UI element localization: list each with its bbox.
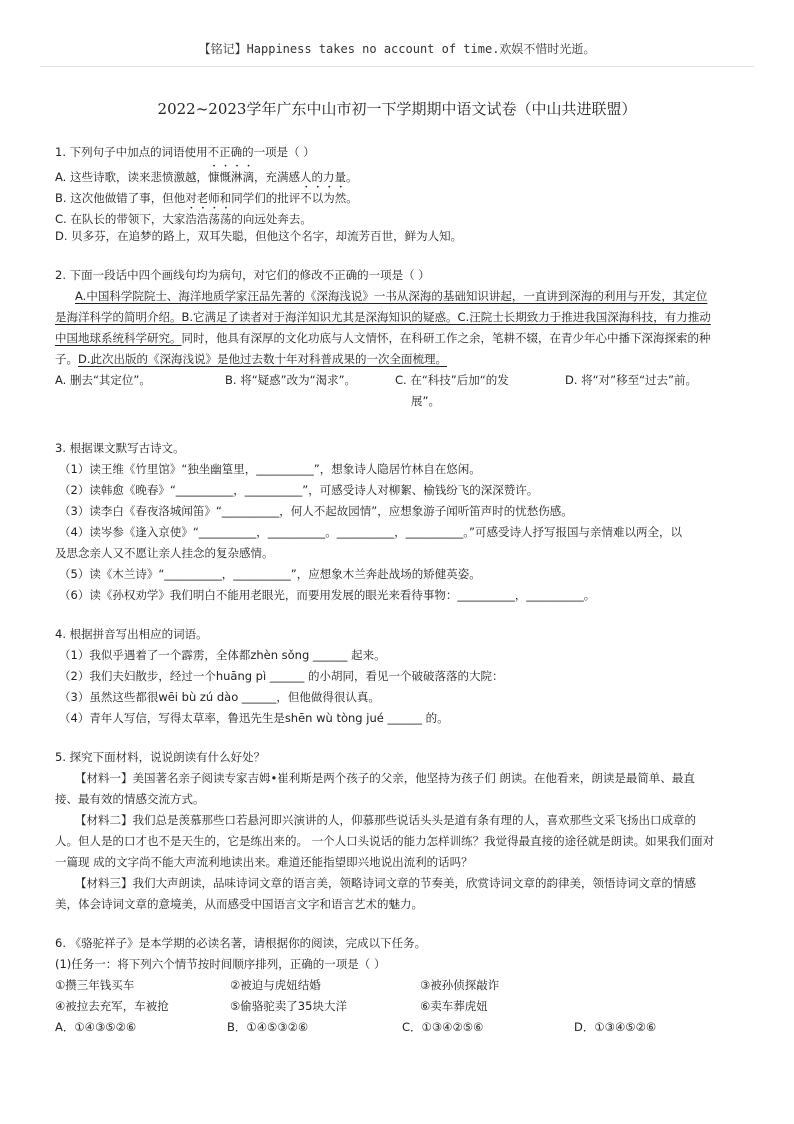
question-1-option-b (55, 184, 745, 205)
question-4 (55, 624, 745, 729)
question-2-passage-line (55, 286, 745, 307)
spacer (55, 915, 745, 933)
option-c-line-1: C. 在“科技”后加“的发 (395, 373, 509, 387)
underlined-sentence-a: 是海洋科学的简明介绍。 (55, 310, 182, 324)
question-1-stem: 1. 下列句子中加点的词语使用不正确的一项是（ ） (55, 145, 315, 159)
question-3-item: （4）读岑参《逢入京使》“__________，__________。__________，__________。”可感受诗人抒写报国与亲情难以两全，以 (59, 525, 682, 539)
option-text: 的向远处奔去。 (231, 212, 312, 226)
question-6-events-row-1 (55, 975, 745, 996)
question-6-options (55, 1017, 745, 1038)
page-title: 2022~2023学年广东中山市初一下学期期中语文试卷（中山共进联盟） (157, 100, 637, 118)
spacer (55, 412, 745, 438)
question-4-item: （3）虽然这些都很wēi bù zú dào ______，但他做得很认真。 (59, 690, 380, 704)
underlined-sentence-a: A.中国科学院院士、海洋地质学家汪品先著的《深海浅说》一书从深海的基础知识讲起，一直讲到深海的利用与开发，其定位 (75, 289, 708, 303)
question-3-item-continued: 及思念亲人又不愿让亲人挂念的复杂感情。 (55, 546, 274, 560)
question-2 (55, 265, 745, 412)
question-1-option-c (55, 205, 745, 226)
question-4-item: （2）我们夫妇散步，经过一个huāng pì ______ 的小胡同，看见一个破破落落的大院： (59, 669, 504, 683)
material-3-line: 【材料三】我们大声朗读，品味诗词文章的语言美，领略诗词文章的节奏美，欣赏诗词文章的韵律美，领悟诗词文章的情感 (75, 876, 696, 890)
question-2-options (55, 370, 745, 412)
question-2-option-a: A. 删去“其定位”。 (55, 373, 151, 387)
event-item: ⑤偷骆驼卖了35块大洋 (230, 999, 347, 1013)
question-6-option-b: B．①④⑤③②⑥ (227, 1020, 309, 1034)
question-6-task-1: (1)任务一：将下列六个情节按时间顺序排列，正确的一项是（ ） (55, 957, 386, 971)
passage-text: 同时，他具有深厚的文化功底与人文情怀，在科研工作之余，笔耕不辍，在青少年心中播下深海探索的种 (181, 331, 711, 345)
underlined-sentence-c: C.汪院士长期致力于推进我国深海科技，有力推动 (457, 310, 711, 324)
question-3-item: （3）读李白《春夜洛城闻笛》“__________，何人不起故园情”，应想象游子闻听笛声时的忧愁伤感。 (59, 504, 573, 518)
question-6-stem: 6. 《骆驼祥子》是本学期的必读名著，请根据你的阅读，完成以下任务。 (55, 936, 427, 950)
material-1-line: 【材料一】美国著名亲子阅读专家吉姆•崔利斯是两个孩子的父亲，他坚持为孩子们 朗读。在他看来，朗读是最简单、最直 (75, 771, 695, 785)
spacer (55, 247, 745, 265)
event-item: ②被迫与虎妞结婚 (230, 978, 321, 992)
dotted-phrase: 慷慨淋漓 (207, 170, 254, 184)
header-motto: 【铭记】Happiness takes no account of time.欢娱不惜时光逝。 (198, 42, 596, 56)
passage-text: 子。 (55, 352, 78, 366)
option-text: ，充满感人的力量。 (253, 170, 358, 184)
dotted-phrase: 不以为然 (300, 191, 347, 205)
exam-content (55, 142, 745, 1038)
material-3-line: 美，体会诗词文章的意境美，从而感受中国语言文字和语言艺术的魅力。 (55, 897, 423, 911)
spacer (55, 729, 745, 747)
event-item: ④被拉去充军，车被抢 (55, 999, 169, 1013)
question-2-passage-line (55, 328, 745, 349)
question-2-passage-line (55, 349, 745, 370)
spacer (55, 606, 745, 624)
material-2-line: 一篇现 成的文字尚不能大声流利地读出来。难道还能指望即兴地说出流利的话吗？ (55, 855, 473, 869)
question-3-item: （1）读王维《竹里馆》“独坐幽篁里，__________”，想象诗人隐居竹林自在悠闲。 (59, 462, 481, 476)
question-1-option-d: D. 贝多芬，在追梦的路上，双耳失聪，但他这个名字，却流芳百世，鲜为人知。 (55, 229, 463, 243)
question-3-item: （6）读《孙权劝学》我们明白不能用老眼光，而要用发展的眼光来看待事物：__________，__________。 (59, 588, 596, 602)
question-2-option-c (395, 370, 565, 412)
material-2-line: 【材料二】我们总是羡慕那些口若悬河即兴演讲的人，仰慕那些说话头头是道有条有理的人，喜欢那些文采飞扬出口成章的 (75, 813, 696, 827)
question-4-stem: 4. 根据拼音写出相应的词语。 (55, 627, 208, 641)
question-6-option-d: D．①③④⑤②⑥ (574, 1020, 657, 1034)
option-text: C. 在队长的带领下，大家 (55, 212, 186, 226)
question-6-option-c: C．①③④②⑤⑥ (402, 1020, 484, 1034)
question-2-option-d: D. 将“对”移至“过去”前。 (565, 373, 697, 387)
event-item: ⑥卖车葬虎妞 (420, 999, 488, 1013)
question-2-passage-line (55, 307, 745, 328)
option-text: 。 (346, 191, 358, 205)
option-c-line-2: 展”。 (411, 394, 440, 408)
question-3 (55, 438, 745, 606)
question-1-option-a (55, 163, 745, 184)
question-4-item: （4）青年人写信，写得太草率，鲁迅先生是shēn wù tòng jué ______ 的。 (59, 711, 449, 725)
underlined-sentence-d: D.此次出版的《深海浅说》是他过去数十年对科普成果的一次全面梳理。 (78, 352, 448, 366)
question-5 (55, 747, 745, 915)
event-item: ③被孙侦探敲诈 (420, 978, 500, 992)
question-2-stem: 2. 下面一段话中四个画线句均为病句，对它们的修改不正确的一项是（ ） (55, 268, 430, 282)
question-4-item: （1）我似乎遇着了一个霹雳，全体都zhèn sǒng ______ 起来。 (59, 648, 386, 662)
option-text: A. 这些诗歌，读来悲愤激越， (55, 170, 208, 184)
event-item: ①攒三年钱买车 (55, 978, 135, 992)
material-2-line: 人。但人是的口才也不是天生的，它是练出来的。 一个人口头说话的能力怎样训练？我觉得最直接的途径就是朗读。如果我们面对 (55, 834, 715, 848)
header-divider (40, 66, 754, 67)
underlined-sentence-c: 中国地球系统科学研究。 (55, 331, 182, 345)
question-6-events-row-2 (55, 996, 745, 1017)
question-6-option-a: A．①④③⑤②⑥ (55, 1020, 137, 1034)
question-1 (55, 142, 745, 247)
option-text: B. 这次他做错了事，但他对老师和同学们的批评 (55, 191, 301, 205)
question-5-stem: 5. 探究下面材料，说说朗读有什么好处？ (55, 750, 266, 764)
underlined-sentence-b: B.它满足了读者对于海洋知识尤其是深海知识的疑惑。 (181, 310, 458, 324)
question-3-item: （2）读韩愈《晚春》“__________，__________”，可感受诗人对柳絮、榆钱纷飞的深深赞许。 (59, 483, 539, 497)
question-2-option-b: B. 将“疑惑”改为“渴求”。 (225, 373, 357, 387)
question-3-item: （5）读《木兰诗》“__________，__________”，应想象木兰奔赴战场的矫健英姿。 (59, 567, 481, 581)
dotted-phrase: 浩浩荡荡 (185, 212, 232, 226)
question-3-stem: 3. 根据课文默写古诗文。 (55, 441, 185, 455)
material-1-line: 接、最有效的情感交流方式。 (55, 792, 205, 806)
question-6 (55, 933, 745, 1038)
